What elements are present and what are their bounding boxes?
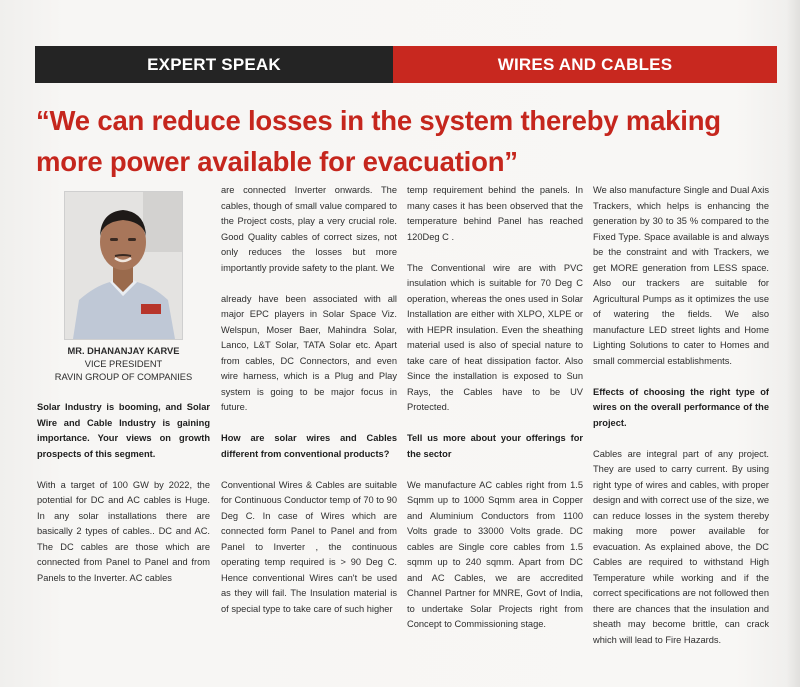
answer-1-paragraph-3: already have been associated with all major EPC players in Solar Space Viz. Welspun, Moser Baer, Mahindra Solar, Lanco, L&T Solar, TATA Solar etc. Apart from cables, DC Connectors, and even wire harness, which is a Plug and Play system is going to be major focus in future. (221, 293, 397, 412)
question-2: How are solar wires and Cables different from conventional products? (221, 433, 397, 459)
answer-3-paragraph-1: We manufacture AC cables right from 1.5 Sqmm up to 1000 Sqmm area in Copper and Aluminium Conductors from 1100 Volts grade to 33000 Volts grade. DC cables are Single core cables from 1.5 sqmm up to 240 sqmm. Apart from DC and AC Cables, we are accredited Channel Partner for MNRE, Govt of India, to undertake Solar Projects right from Concept to Commissioning stage. (407, 479, 583, 629)
person-company: RAVIN GROUP OF COMPANIES (54, 372, 193, 382)
question-3: Tell us more about your offerings for the sector (407, 433, 583, 459)
section-label-left (35, 46, 393, 83)
scan-shadow (786, 0, 800, 687)
answer-1-paragraph-1: With a target of 100 GW by 2022, the potential for DC and AC cables is Huge. In any solar installations there are basically 2 types of cables.. DC and AC. The DC cables are those which are connected from Panel to Panel and from Panels to the Inverter. AC cables (37, 479, 210, 583)
wires-and-cables-label: WIRES AND CABLES (497, 54, 673, 74)
section-header-bar (35, 46, 777, 83)
article-column-2 (221, 183, 397, 633)
section-label-right (393, 46, 777, 83)
article-headline: “We can reduce losses in the system thereby making more power available for evacuation” (36, 105, 721, 177)
expert-speak-label: EXPERT SPEAK (147, 54, 281, 74)
article-column-4 (593, 183, 769, 664)
answer-2-paragraph-2: temp requirement behind the panels. In many cases it has been observed that the temperature behind Panel has reached 120Deg C . (407, 185, 583, 242)
profile-caption (37, 345, 210, 384)
portrait-photo (64, 191, 183, 340)
answer-3-paragraph-2: We also manufacture Single and Dual Axis Trackers, which helps is enhancing the generation by 30 to 35 % compared to the Fixed Type. Space available is and always be the constraint and with Trackers, we get MORE generation from LESS space. Also our trackers are suitable for Agricultural Pumps as it optimizes the use of watering the fields. We also manufacture LED street lights and Home Lighting Solutions to cater to Homes and small commercial establishments. (593, 185, 769, 366)
question-4: Effects of choosing the right type of wires on the overall performance of the project. (593, 386, 769, 428)
answer-4-paragraph-1: Cables are integral part of any project. They are used to carry current. By using right type of wires and cables, with proper design and with correct use of the size, we can reduce losses in the system thereby making more power available for evacuation. As explained above, the DC Cables are required to withstand High Temperature while working and if the correct specifications are not followed then there are chances that the insulation and sheath may become brittle, can crack which will lead to Fire Hazards. (593, 448, 769, 645)
article-column-3 (407, 183, 583, 648)
person-name: MR. DHANANJAY KARVE (67, 346, 180, 356)
answer-1-paragraph-2: are connected Inverter onwards. The cables, though of small value compared to the Project costs, play a very crucial role. Good Quality cables of correct sizes, not only reduces the losses but more importantly provide safety to the plant. We (221, 185, 397, 273)
question-1: Solar Industry is booming, and Solar Wire and Cable Industry is gaining importance. Your views on growth prospects of this segment. (37, 402, 210, 459)
person-title: VICE PRESIDENT (84, 359, 163, 369)
answer-2-paragraph-3: The Conventional wire are with PVC insulation which is suitable for 70 Deg C operation, whereas the ones used in Solar Installation are either with XLPO, XLPE or with HEPR insulation. Even the sheathing material used is also of special nature to take care of heat dissipation factor. Also Since the installation is exposed to Sun Rays, the Cables have to be UV Protected. (407, 262, 583, 412)
answer-2-paragraph-1: Conventional Wires & Cables are suitable for Continuous Conductor temp of 70 to 90 Deg C. In case of Wires which are connected form Panel to Panel and from Panel to Inverter , the continuous operating temp required is > 90 Deg C. Hence conventional Wires can't be used as they will fail. The Insulation material is of special type to take care of such higher (221, 479, 397, 614)
portrait-illustration (65, 192, 182, 339)
article-column-1 (37, 400, 210, 602)
